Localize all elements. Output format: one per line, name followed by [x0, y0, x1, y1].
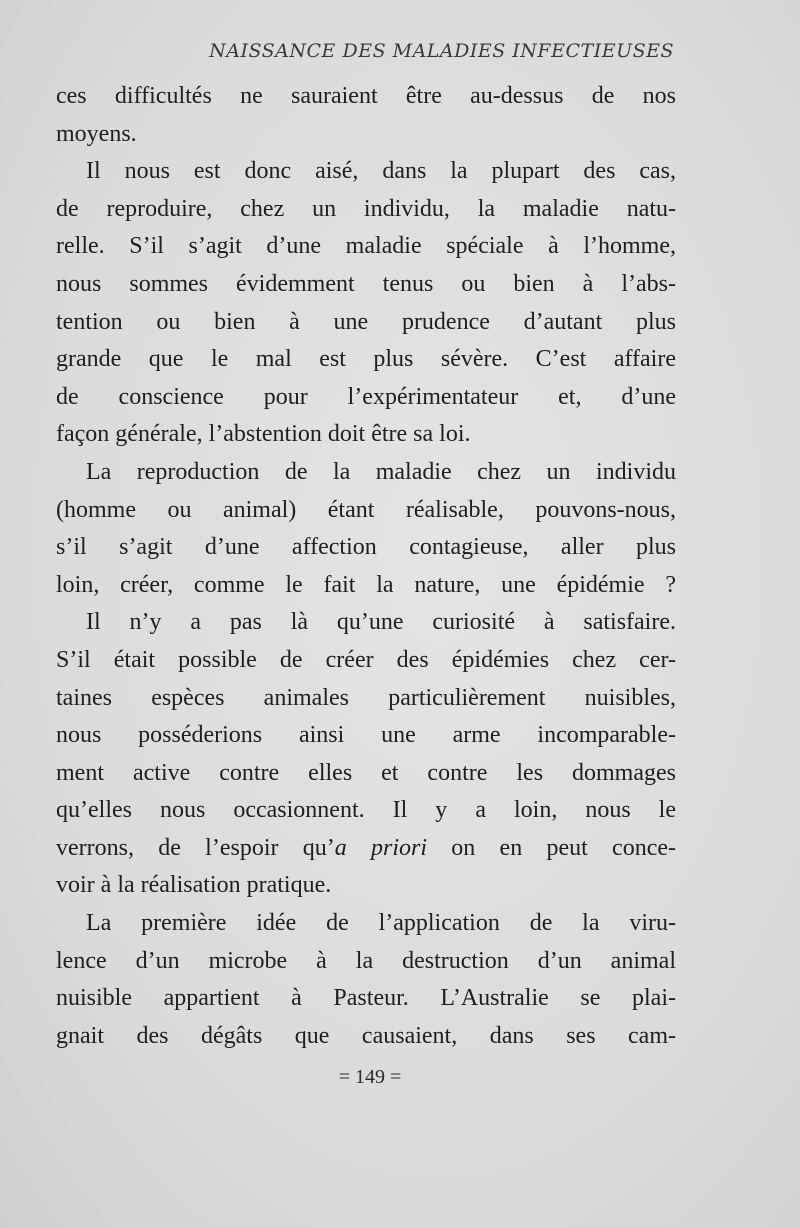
text-line: Il nous est donc aisé, dans la plupart des cas,: [86, 158, 676, 185]
running-head: NAISSANCE DES MALADIES INFECTIEUSES: [209, 40, 674, 62]
text-line: relle. S’il s’agit d’une maladie spéciale à l’homme,: [56, 233, 676, 260]
text-line: qu’elles nous occasionnent. Il y a loin, nous le: [56, 797, 676, 824]
text-line: loin, créer, comme le fait la nature, une épidémie ?: [56, 571, 676, 598]
text-line: ces difficultés ne sauraient être au-dessus de nos: [56, 83, 676, 109]
text-line: nuisible appartient à Pasteur. L’Australie se plai-: [56, 985, 676, 1012]
text-line: La reproduction de la maladie chez un individu: [86, 458, 676, 485]
text-line: ment active contre elles et contre les dommages: [56, 759, 676, 786]
body-text: [56, 78, 676, 1055]
text-line: moyens.: [56, 120, 137, 147]
text-line: taines espèces animales particulièrement nuisibles,: [56, 684, 676, 711]
text-line: de conscience pour l’expérimentateur et, d’une: [56, 383, 676, 410]
text-line: grande que le mal est plus sévère. C’est affaire: [56, 346, 676, 373]
text-line: voir à la réalisation pratique.: [56, 872, 332, 899]
text-line: Il n’y a pas là qu’une curiosité à satisfaire.: [86, 609, 676, 636]
text-line: verrons, de l’espoir qu’a priori on en peut conce-: [56, 834, 676, 861]
text-line: tention ou bien à une prudence d’autant plus: [56, 308, 676, 335]
page-number: = 149 =: [338, 1066, 402, 1088]
text-line: de reproduire, chez un individu, la maladie natu-: [56, 195, 676, 222]
text-line: nous posséderions ainsi une arme incomparable-: [56, 722, 676, 749]
text-line: s’il s’agit d’une affection contagieuse, aller plus: [56, 534, 676, 561]
text-line: lence d’un microbe à la destruction d’un animal: [56, 947, 676, 974]
text-line: façon générale, l’abstention doit être sa loi.: [56, 421, 471, 448]
text-line: gnait des dégâts que causaient, dans ses cam-: [56, 1022, 676, 1049]
text-line: La première idée de l’application de la viru-: [86, 910, 676, 937]
text-line: S’il était possible de créer des épidémies chez cer-: [56, 646, 676, 673]
text-line: (homme ou animal) étant réalisable, pouvons-nous,: [56, 496, 676, 523]
text-line: nous sommes évidemment tenus ou bien à l’abs-: [56, 270, 676, 297]
